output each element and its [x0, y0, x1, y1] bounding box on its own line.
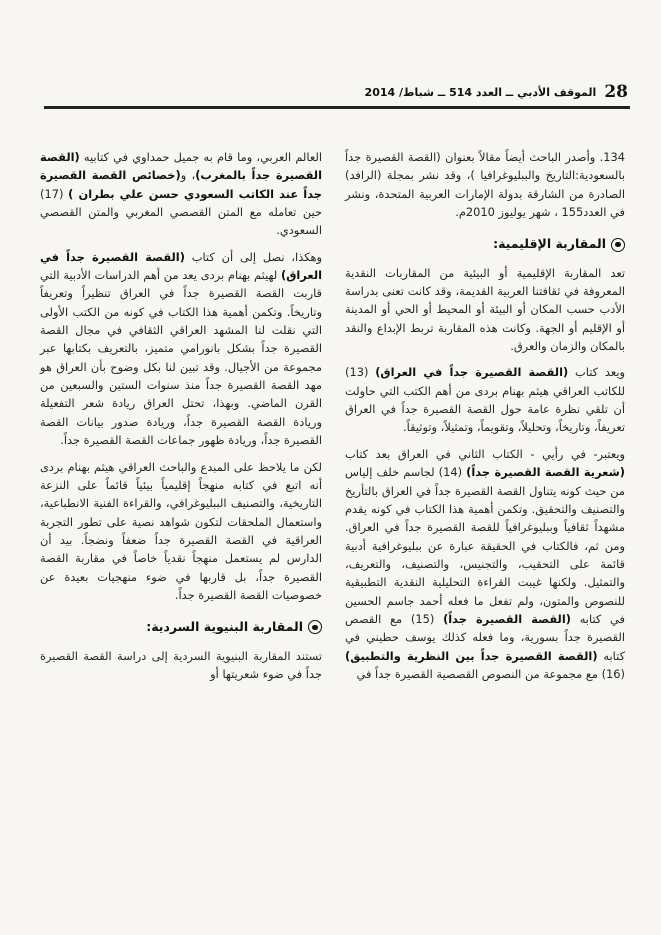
text-run: ويعتبر- في رأيي - الكتاب الثاني في العراق بعد كتاب	[345, 446, 625, 461]
text-run: العالم العربي، وما قام به جميل حمداوي في كتابيه	[83, 150, 322, 164]
paragraph: تستند المقاربة البنيوية السردية إلى دراسة القصة القصيرة جداً في ضوء شعريتها أو	[40, 648, 322, 681]
section-heading-regional	[345, 235, 625, 253]
text-run: لهيثم بهنام بردى يعد من أهم الدراسات الأدبية التي قاربت القصة القصيرة جداً في العراق تنظيراً وتعريفاً وتاريخاً. وتكمن أهمية هذا الكتاب في كونه من الكتب الأولى التي نقلت لنا المشهد العراقي الثقافي في مجال القصة القصيرة جداً بشكل بانورامي متميز، بالتعريف بكتابها عبر مجموعة من الأجيال. وقد تبين لنا بكل وضوح بأن العراق هو مهد القصة القصيرة جداً منذ سنوات الستين والسبعين من القرن الماضي. وبهذا، تحتل العراق ريادة شعر التفعيلة وريادة القصة القصيرة جداً، وريادة صدور بيانات القصة القصيرة جداً، وريادة ظهور جماعات القصة القصيرة جداً.	[40, 268, 322, 448]
paragraph: تعد المقاربة الإقليمية أو البيئية من المقاربات النقدية المعروفة في ثقافتنا العربية القديمة، وقد كانت تعنى بدراسة الأدب حسب المكان أو البيئة أو المحيط أو الحي أو المدينة أو الإقليم أو الجهة. وكانت هذه المقاربة تربط الإبداع والنقد بالمكان والزمان والعرق.	[345, 265, 625, 354]
header-rule	[44, 106, 630, 109]
book-title: (القصة القصيرة جداً)	[443, 611, 571, 626]
text-run: ويعد كتاب	[575, 365, 625, 380]
section-heading-structural	[40, 618, 322, 636]
text-run: (15) مع القصص القصيرة جداً بسورية، وما فعله كذلك يوسف حطيني في كتابه	[345, 611, 625, 663]
paragraph: لكن ما يلاحظ على المبدع والباحث العراقي هيثم بهنام بردى أنه اتبع في كتابه منهجاً إقليمياً بيئياً قائماً على النزعة التاريخية، والتصنيف الببليوغرافي، والقراءة الفنية الانطباعية، واستعمال الملحقات لتكون شواهد نصية على تطور التجربة العراقية في القصة القصيرة جداً ضعفاً ونضجاً. بيد أن الدارس لم يستعمل منهجاً نقدياً خاصاً في مقاربة القصة القصيرة جداً، بل قاربها في ضوء منهجيات بعيدة عن خصوصيات القصة القصيرة جداً.	[40, 459, 322, 602]
paragraph	[40, 148, 322, 240]
book-title: (القصة القصيرة جداً بالمغرب)	[40, 150, 322, 183]
page-number: 28	[604, 82, 628, 102]
bullet-circle-icon	[611, 238, 625, 252]
book-title: (القصة القصيرة جداً في العراق)	[375, 365, 569, 380]
text-run: وهكذا، نصل إلى أن كتاب	[191, 249, 322, 264]
text-run: (13) للكاتب العراقي هيثم بهنام بردى من أهم الكتب التي حاولت أن تلقي نظرة عامة حول القصة القصيرة جداً في العراق تعريفاً، وتاريخاً، وتحليلاً، وتقويماً، وتمثيلاً، وتوثيقاً.	[345, 365, 625, 435]
book-title: (القصة القصيرة جداً في العراق)	[40, 249, 323, 283]
text-run: (16) مع مجموعة من النصوص القصصية القصيرة جداً في	[356, 666, 625, 681]
text-run: (17) حين تعامله مع المتن القصصي المغربي والمتن القصصي السعودي.	[40, 186, 322, 238]
page-header	[330, 82, 628, 102]
bullet-circle-icon	[308, 620, 322, 634]
running-head: الموقف الأدبي ــ العدد 514 ــ شباط/ 2014	[364, 85, 597, 99]
right-column	[345, 148, 625, 918]
book-title: (خصائص القصة القصيرة جداً عند الكاتب السعودي حسن علي بطران )	[40, 168, 322, 201]
book-title: (شعرية القصة القصيرة جداً)	[466, 465, 626, 480]
paragraph	[345, 445, 625, 683]
section-heading-text: المقاربة الإقليمية:	[493, 236, 606, 252]
paragraph	[40, 248, 322, 450]
left-column	[40, 148, 322, 918]
paragraph: 134. وأصدر الباحث أيضاً مقالاً بعنوان (القصة القصيرة جداً بالسعودية:التاريخ والببليوغرافيا )، وقد نشر بمجلة (الرافد) الصادرة من الشارقة بدولة الإمارات العربية المتحدة، ونشر في العدد155 ، شهر يوليوز 2010م.	[345, 150, 625, 220]
book-title: (القصة القصيرة جداً بين النظرية والتطبيق)	[345, 648, 598, 663]
text-run: (14) لجاسم خلف إلياس من حيث كونه يتناول القصة القصيرة جداً في العراق بالتأريخ والتصنيف والتحقيق. وتكمن أهمية هذا الكتاب في كونه يقدم مشهداً ثقافياً وببليوغرافياً للقصة القصيرة جداً في العراق. ومن ثم، فالكتاب في الحقيقة عبارة عن ببليوغرافية أدبية قائمة على التحقيب، والتجنيس، والتصنيف، والتعريف، والتمثيل. ولكنها غيبت القراءة التحليلية النقدية التطبيقية للنصوص والمتون، ولم تفعل ما فعله أحمد جاسم الحسين في كتابه	[345, 465, 626, 626]
section-heading-text: المقاربة البنيوية السردية:	[146, 619, 303, 635]
paragraph	[345, 363, 625, 436]
text-run: ، و	[180, 168, 196, 183]
